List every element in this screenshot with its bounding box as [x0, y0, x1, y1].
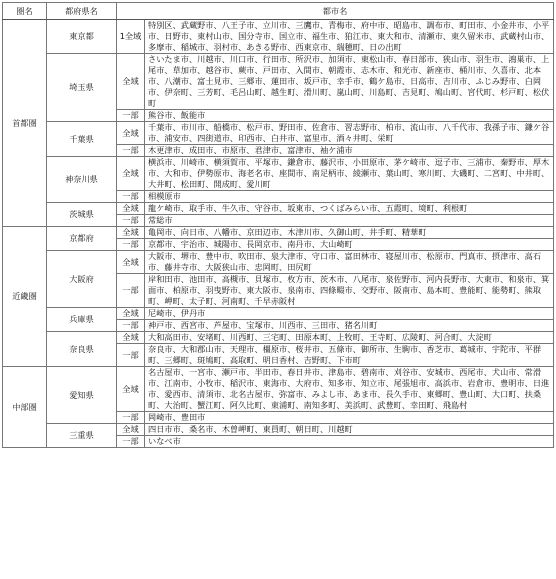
scope-cell: 全域 — [117, 122, 145, 145]
cities-cell: 岸和田市、池田市、高槻市、貝塚市、枚方市、茨木市、八尾市、泉佐野市、河内長野市、大東市、和泉市、箕面市、柏原市、羽曳野市、東大阪市、泉南市、四條畷市、交野市、阪南市、島本町、豊能町、能勢町、熊取町、岬町、太子町、河南町、千早赤阪村 — [145, 274, 554, 308]
prefecture-cell: 奈良県 — [47, 332, 117, 367]
prefecture-cell: 神奈川県 — [47, 157, 117, 203]
cities-cell: 大阪市、堺市、豊中市、吹田市、泉大津市、守口市、富田林市、寝屋川市、松原市、門真市、摂津市、高石市、藤井寺市、大阪狭山市、忠岡町、田尻町 — [145, 251, 554, 274]
scope-cell: 一部 — [117, 274, 145, 308]
cities-cell: 奈良市、大和郡山市、天理市、橿原市、桜井市、五條市、御所市、生駒市、香芝市、葛城市、宇陀市、平群町、三郷町、斑鳩町、高取町、明日香村、吉野町、下市町 — [145, 344, 554, 367]
scope-cell: 全域 — [117, 157, 145, 191]
table-row — [3, 308, 554, 320]
table-row — [3, 367, 554, 412]
cities-cell: 岡崎市、豊田市 — [145, 412, 554, 424]
table-row — [3, 20, 554, 54]
prefecture-cell: 茨城県 — [47, 203, 117, 227]
table-row — [3, 157, 554, 191]
scope-cell: 一部 — [117, 320, 145, 332]
scope-cell: 一部 — [117, 191, 145, 203]
table-row — [3, 251, 554, 274]
scope-cell: 全域 — [117, 203, 145, 215]
prefecture-cell: 愛知県 — [47, 367, 117, 424]
scope-cell: 一部 — [117, 436, 145, 448]
cities-cell: 木更津市、成田市、市原市、君津市、富津市、袖ケ浦市 — [145, 145, 554, 157]
scope-cell: 一部 — [117, 344, 145, 367]
prefecture-cell: 大阪府 — [47, 251, 117, 308]
municipality-table — [2, 2, 554, 448]
scope-cell: 一部 — [117, 215, 145, 227]
cities-cell: 尼崎市、伊丹市 — [145, 308, 554, 320]
scope-cell: 全域 — [117, 424, 145, 436]
cities-cell: 龍ケ崎市、取手市、牛久市、守谷市、坂東市、つくばみらい市、五霞町、境町、利根町 — [145, 203, 554, 215]
scope-cell: 全域 — [117, 308, 145, 320]
region-cell: 首都圏 — [3, 20, 47, 227]
table-row — [3, 227, 554, 239]
table-row — [3, 203, 554, 215]
scope-cell: 全域 — [117, 332, 145, 344]
table-row — [3, 122, 554, 145]
region-cell: 近畿圏 — [3, 227, 47, 367]
table-row — [3, 424, 554, 436]
prefecture-cell: 京都府 — [47, 227, 117, 251]
cities-cell: さいたま市、川越市、川口市、行田市、所沢市、加須市、東松山市、春日部市、狭山市、羽生市、鴻巣市、上尾市、草加市、越谷市、蕨市、戸田市、入間市、朝霞市、志木市、和光市、新座市、桶川市、久喜市、北本市、八潮市、富士見市、三郷市、蓮田市、坂戸市、幸手市、鶴ケ島市、日高市、吉川市、ふじみ野市、白岡市、伊奈町、三芳町、毛呂山町、越生町、滑川町、嵐山町、川島町、吉見町、鳩山町、宮代町、杉戸町、松伏町 — [145, 54, 554, 110]
cities-cell: 大和高田市、安堵町、川西町、三宅町、田原本町、上牧町、王寺町、広陵町、河合町、大淀町 — [145, 332, 554, 344]
cities-cell: 亀岡市、向日市、八幡市、京田辺市、木津川市、久御山町、井手町、精華町 — [145, 227, 554, 239]
cities-cell: いなべ市 — [145, 436, 554, 448]
prefecture-cell: 兵庫県 — [47, 308, 117, 332]
scope-cell: 全域 — [117, 367, 145, 412]
header-region: 圏名 — [3, 3, 47, 20]
cities-cell: 京都市、宇治市、城陽市、長岡京市、南丹市、大山崎町 — [145, 239, 554, 251]
cities-cell: 相模原市 — [145, 191, 554, 203]
cities-cell: 横浜市、川崎市、横須賀市、平塚市、鎌倉市、藤沢市、小田原市、茅ケ崎市、逗子市、三浦市、秦野市、厚木市、大和市、伊勢原市、海老名市、座間市、南足柄市、綾瀬市、葉山町、寒川町、大磯町、二宮町、中井町、大井町、松田町、開成町、愛川町 — [145, 157, 554, 191]
scope-cell: 全域 — [117, 54, 145, 110]
cities-cell: 名古屋市、一宮市、瀬戸市、半田市、春日井市、津島市、碧南市、刈谷市、安城市、西尾市、犬山市、常滑市、江南市、小牧市、稲沢市、東海市、大府市、知多市、知立市、尾張旭市、高浜市、岩倉市、豊明市、日進市、愛西市、清須市、北名古屋市、弥富市、みよし市、あま市、長久手市、東郷町、豊山町、大口町、扶桑町、大治町、蟹江町、阿久比町、東浦町、南知多町、美浜町、武豊町、幸田町、飛島村 — [145, 367, 554, 412]
scope-cell: 一部 — [117, 412, 145, 424]
prefecture-cell: 千葉県 — [47, 122, 117, 157]
cities-cell: 千葉市、市川市、船橋市、松戸市、野田市、佐倉市、習志野市、柏市、流山市、八千代市、我孫子市、鎌ケ谷市、浦安市、四街道市、印西市、白井市、富里市、酒々井町、栄町 — [145, 122, 554, 145]
scope-cell: 1全域 — [117, 20, 145, 54]
prefecture-cell: 三重県 — [47, 424, 117, 448]
prefecture-cell: 埼玉県 — [47, 54, 117, 122]
table-row — [3, 332, 554, 344]
scope-cell: 一部 — [117, 239, 145, 251]
cities-cell: 常総市 — [145, 215, 554, 227]
scope-cell: 一部 — [117, 110, 145, 122]
cities-cell: 特別区、武蔵野市、八王子市、立川市、三鷹市、青梅市、府中市、昭島市、調布市、町田市、小金井市、小平市、日野市、東村山市、国分寺市、国立市、福生市、狛江市、東大和市、清瀬市、東久留米市、武蔵村山市、多摩市、稲城市、羽村市、あきる野市、西東京市、瑞穂町、日の出町 — [145, 20, 554, 54]
header-row — [3, 3, 554, 20]
header-prefecture: 都府県名 — [47, 3, 117, 20]
table-row — [3, 54, 554, 110]
header-municipalities: 都市名 — [117, 3, 554, 20]
scope-cell: 全域 — [117, 251, 145, 274]
scope-cell: 一部 — [117, 145, 145, 157]
cities-cell: 熊谷市、飯能市 — [145, 110, 554, 122]
region-cell: 中部圏 — [3, 367, 47, 448]
cities-cell: 神戸市、西宮市、芦屋市、宝塚市、川西市、三田市、猪名川町 — [145, 320, 554, 332]
prefecture-cell: 東京都 — [47, 20, 117, 54]
cities-cell: 四日市市、桑名市、木曽岬町、東員町、朝日町、川越町 — [145, 424, 554, 436]
scope-cell: 全域 — [117, 227, 145, 239]
